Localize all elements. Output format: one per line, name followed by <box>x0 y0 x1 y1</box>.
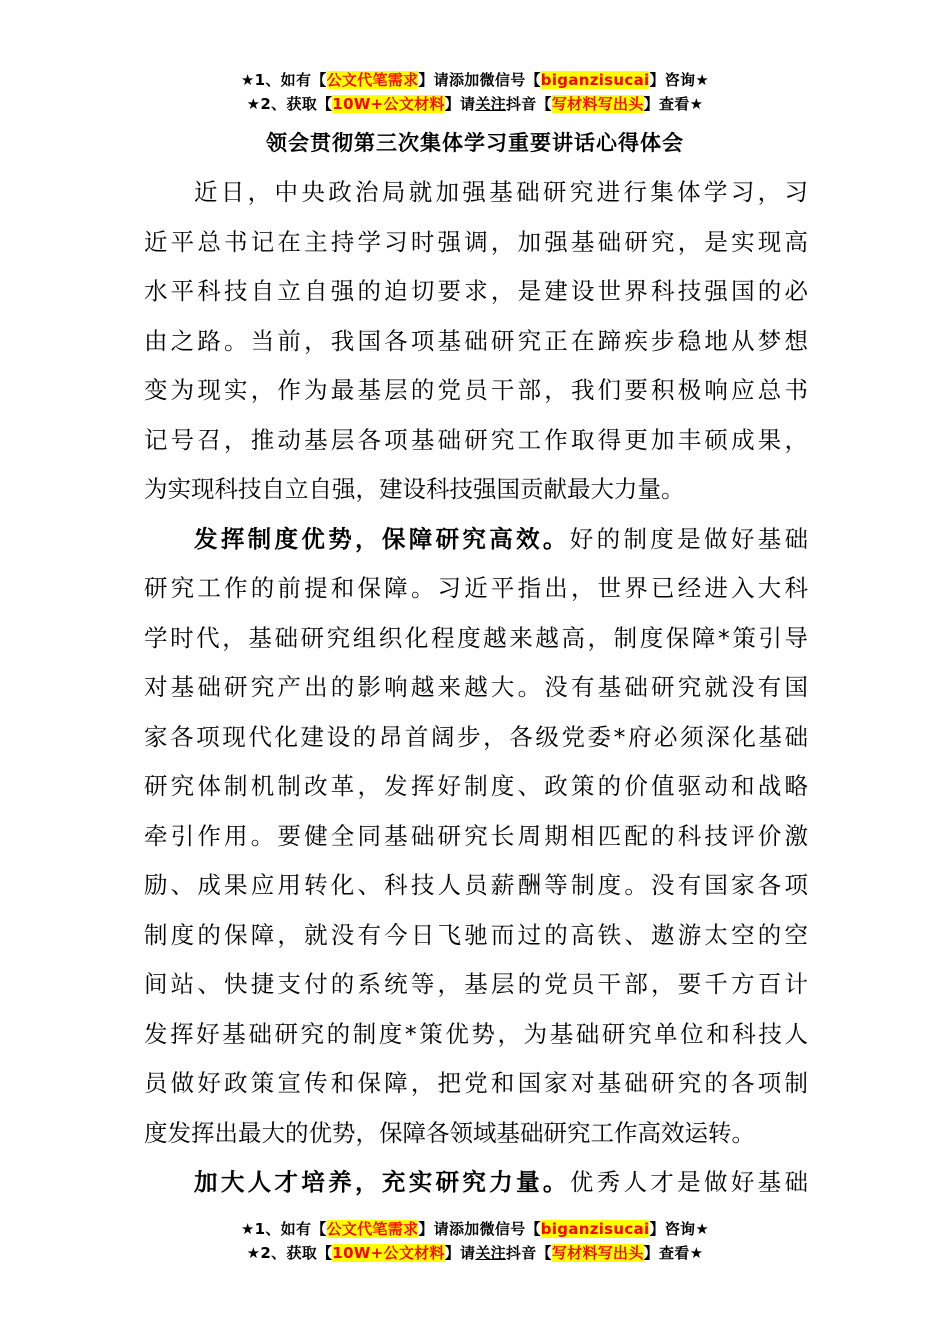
paragraph-line <box>144 515 808 565</box>
promo-highlight: 10W+公文材料 <box>332 95 445 113</box>
promo-text: 加 <box>464 71 480 89</box>
section-heading: 发挥制度优势，保障研究高效。 <box>194 524 570 553</box>
promo-text: ★2、获取【 <box>246 95 333 113</box>
paragraph-line: 记号召，推动基层各项基础研究工作取得更加丰硕成果， <box>144 425 808 454</box>
promo-text: 】请添 <box>418 71 465 89</box>
document-body <box>144 168 808 1208</box>
promo-underlined: 关注 <box>475 1244 506 1262</box>
paragraph-line: 励、成果应用转化、科技人员薪酬等制度。没有国家各项 <box>144 871 808 899</box>
promo-underlined: 关注 <box>475 95 506 113</box>
promo-highlight: 公文代笔需求 <box>326 71 419 89</box>
promo-text: 微信号【 <box>479 1220 541 1238</box>
promo-highlight: 10W+公文材料 <box>332 1244 445 1262</box>
promo-text: 】请添 <box>418 1220 465 1238</box>
promo-highlight: 公文代笔需求 <box>326 1220 419 1238</box>
promo-text: ★2、获取【 <box>246 1244 333 1262</box>
paragraph-line: 水平科技自立自强的迫切要求，是建设世界科技强国的必 <box>144 277 808 305</box>
paragraph-line: 制度的保障，就没有今日飞驰而过的高铁、遨游太空的空 <box>144 920 808 949</box>
paragraph-line: 由之路。当前，我国各项基础研究正在蹄疾步稳地从梦想 <box>144 326 808 355</box>
paragraph-line: 研究工作的前提和保障。习近平指出，世界已经进入大科 <box>144 574 808 602</box>
promo-text: 】查看★ <box>643 1244 704 1262</box>
paragraph-text: 优秀人才是做好基础 <box>569 1168 809 1196</box>
promo-text: 抖音【 <box>505 1244 552 1262</box>
promo-text: ★1、如有【 <box>240 1220 327 1238</box>
paragraph-text: 好的制度是做好基础 <box>569 524 809 553</box>
promo-text: 加 <box>464 1220 480 1238</box>
promo-line-1 <box>0 1217 950 1241</box>
promo-text: 】咨询★ <box>649 71 710 89</box>
paragraph-line: 间站、快捷支付的系统等，基层的党员干部，要千方百计 <box>144 970 808 998</box>
paragraph-line: 为实现科技自立自强，建设科技强国贡献最大力量。 <box>144 475 685 503</box>
promo-text: 】请 <box>444 1244 476 1262</box>
promo-header <box>0 68 950 116</box>
document-title: 领会贯彻第三次集体学习重要讲话心得体会 <box>266 131 684 155</box>
promo-line-2 <box>0 1241 950 1265</box>
promo-wechat-id: biganzisucai <box>540 71 650 89</box>
promo-text: 】查看★ <box>643 95 704 113</box>
promo-text: 】请 <box>444 95 476 113</box>
paragraph-line: 学时代，基础研究组织化程度越来越高，制度保障*策引导 <box>144 623 808 652</box>
paragraph-line: 近日，中央政治局就加强基础研究进行集体学习，习 <box>194 178 808 206</box>
section-heading: 加大人才培养，充实研究力量。 <box>194 1168 570 1196</box>
paragraph-line: 发挥好基础研究的制度*策优势，为基础研究单位和科技人 <box>144 1019 808 1048</box>
paragraph-line: 对基础研究产出的影响越来越大。没有基础研究就没有国 <box>144 673 808 701</box>
paragraph-line: 近平总书记在主持学习时强调，加强基础研究，是实现高 <box>144 227 808 256</box>
promo-line-2 <box>0 92 950 116</box>
paragraph-line: 研究体制机制改革，发挥好制度、政策的价值驱动和战略 <box>144 772 808 800</box>
promo-douyin-id: 写材料写出头 <box>551 95 644 113</box>
promo-text: 抖音【 <box>505 95 552 113</box>
paragraph-line <box>144 1158 808 1208</box>
paragraph-line: 牵引作用。要健全同基础研究长周期相匹配的科技评价激 <box>144 821 808 850</box>
promo-footer <box>0 1217 950 1265</box>
paragraph-line: 变为现实，作为最基层的党员干部，我们要积极响应总书 <box>144 376 808 404</box>
paragraph-line: 员做好政策宣传和保障，把党和国家对基础研究的各项制 <box>144 1069 808 1097</box>
promo-text: 】咨询★ <box>649 1220 710 1238</box>
promo-line-1 <box>0 68 950 92</box>
promo-text: ★1、如有【 <box>240 71 327 89</box>
paragraph-line: 家各项现代化建设的昂首阔步，各级党委*府必须深化基础 <box>144 722 808 751</box>
promo-text: 微信号【 <box>479 71 541 89</box>
promo-wechat-id: biganzisucai <box>540 1220 650 1238</box>
promo-douyin-id: 写材料写出头 <box>551 1244 644 1262</box>
paragraph-line: 度发挥出最大的优势，保障各领域基础研究工作高效运转。 <box>144 1118 755 1147</box>
